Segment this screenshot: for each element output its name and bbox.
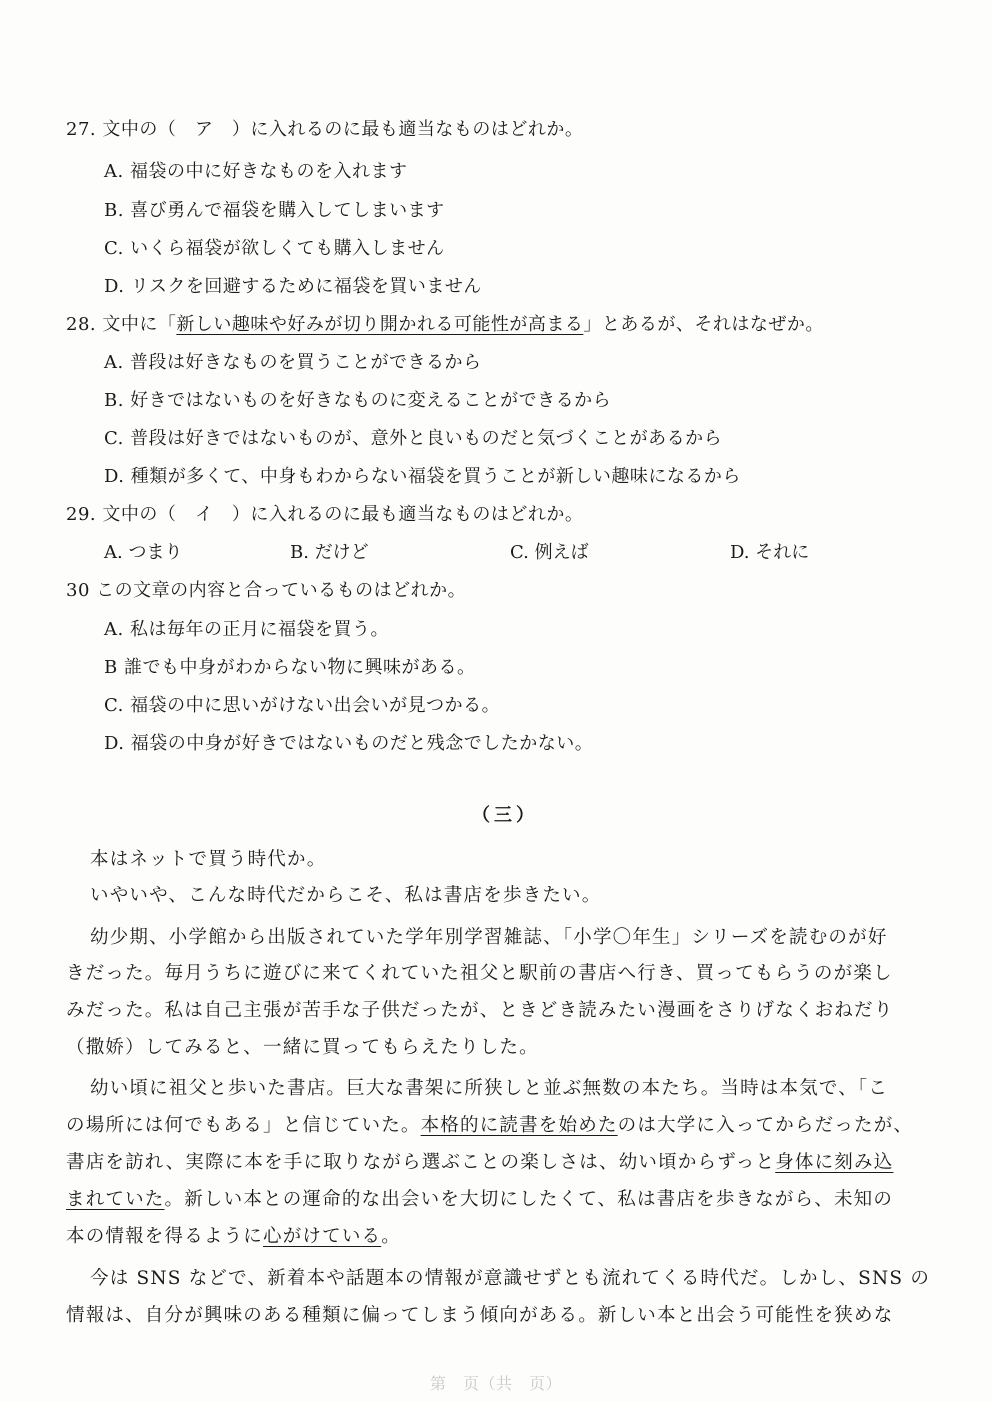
passage-text: 書店を訪れ、実際に本を手に取りながら選ぶことの楽しさは、幼い頃からずっと <box>66 1152 776 1173</box>
q30-option-b: B 誰でも中身がわからない物に興味がある。 <box>104 657 476 678</box>
passage-text: 本の情報を得るように <box>66 1226 264 1247</box>
passage-line: （撒娇）してみると、一緒に買ってもらえたりした。 <box>66 1037 539 1058</box>
q27-option-c: C. いくら福袋が欲しくても購入しません <box>104 238 445 259</box>
passage-line <box>66 1151 893 1175</box>
passage-text: 。新しい本との運命的な出会いを大切にしたくて、私は書店を歩きながら、未知の <box>164 1189 894 1210</box>
passage-line: 幼い頃に祖父と歩いた書店。巨大な書架に所狭しと並ぶ無数の本たち。当時は本気で、「こ <box>90 1078 889 1099</box>
question-29-stem: 29. 文中の（ イ ）に入れるのに最も適当なものはどれか。 <box>66 504 584 525</box>
passage-text: 。 <box>381 1226 401 1247</box>
q30-option-d: D. 福袋の中身が好きではないものだと残念でしたかない。 <box>104 733 594 754</box>
passage-line: いやいや、こんな時代だからこそ、私は書店を歩きたい。 <box>90 885 602 906</box>
underlined-phrase: まれていた <box>66 1189 165 1210</box>
passage-line <box>66 1225 401 1249</box>
underlined-phrase: 本格的に読書を始めた <box>420 1115 618 1136</box>
q29-option-a: A. つまり <box>104 542 183 563</box>
q28-option-b: B. 好きではないものを好きなものに変えることができるから <box>104 390 612 411</box>
passage-line: 本はネットで買う時代か。 <box>90 849 327 870</box>
passage-line: 今は SNS などで、新着本や話題本の情報が意識せずとも流れてくる時代だ。しかし、SNS の <box>90 1268 931 1289</box>
underlined-phrase: 身体に刻み込 <box>775 1152 894 1173</box>
page-footer: 第 页（共 页） <box>430 1374 563 1393</box>
q30-option-a: A. 私は毎年の正月に福袋を買う。 <box>104 619 389 640</box>
passage-line: きだった。毎月うちに遊びに来てくれていた祖父と駅前の書店へ行き、買ってもらうのが楽し <box>66 963 893 984</box>
q29-option-c: C. 例えば <box>510 542 589 563</box>
passage-line: 情報は、自分が興味のある種類に偏ってしまう傾向がある。新しい本と出会う可能性を狭めな <box>66 1305 894 1326</box>
q28-option-c: C. 普段は好きではないものが、意外と良いものだと気づくことがあるから <box>104 428 723 449</box>
q30-option-c: C. 福袋の中に思いがけない出会いが見つかる。 <box>104 695 501 716</box>
passage-line <box>66 1114 913 1138</box>
q27-option-a: A. 福袋の中に好きなものを入れます <box>104 161 408 182</box>
q28-stem-post: 」とあるが、それはなぜか。 <box>583 314 824 335</box>
passage-line: みだった。私は自己主張が苦手な子供だったが、ときどき読みたい漫画をさりげなくおねだり <box>66 1000 894 1021</box>
q27-option-b: B. 喜び勇んで福袋を購入してしまいます <box>104 200 445 221</box>
question-28-stem <box>66 313 824 337</box>
q28-option-d: D. 種類が多くて、中身もわからない福袋を買うことが新しい趣味になるから <box>104 466 741 487</box>
q27-option-d: D. リスクを回避するために福袋を買いません <box>104 276 482 297</box>
underlined-phrase: 心がけている <box>263 1226 382 1247</box>
q29-option-d: D. それに <box>730 542 810 563</box>
q28-option-a: A. 普段は好きなものを買うことができるから <box>104 352 482 373</box>
section-title: （三） <box>472 805 538 826</box>
q28-stem-pre: 28. 文中に「 <box>66 314 177 335</box>
passage-line <box>66 1188 893 1212</box>
question-27-stem: 27. 文中の（ ア ）に入れるのに最も適当なものはどれか。 <box>66 119 584 140</box>
q29-option-b: B. だけど <box>290 542 369 563</box>
passage-line: 幼少期、小学館から出版されていた学年別学習雑誌、「小学〇年生」シリーズを読むのが好 <box>90 927 888 948</box>
passage-text: の場所には何でもある」と信じていた。 <box>66 1115 421 1136</box>
question-30-stem: 30 この文章の内容と合っているものはどれか。 <box>66 580 467 601</box>
q28-quoted-phrase: 新しい趣味や好みが切り開かれる可能性が高まる <box>176 314 584 335</box>
passage-text: のは大学に入ってからだったが、 <box>617 1115 914 1136</box>
